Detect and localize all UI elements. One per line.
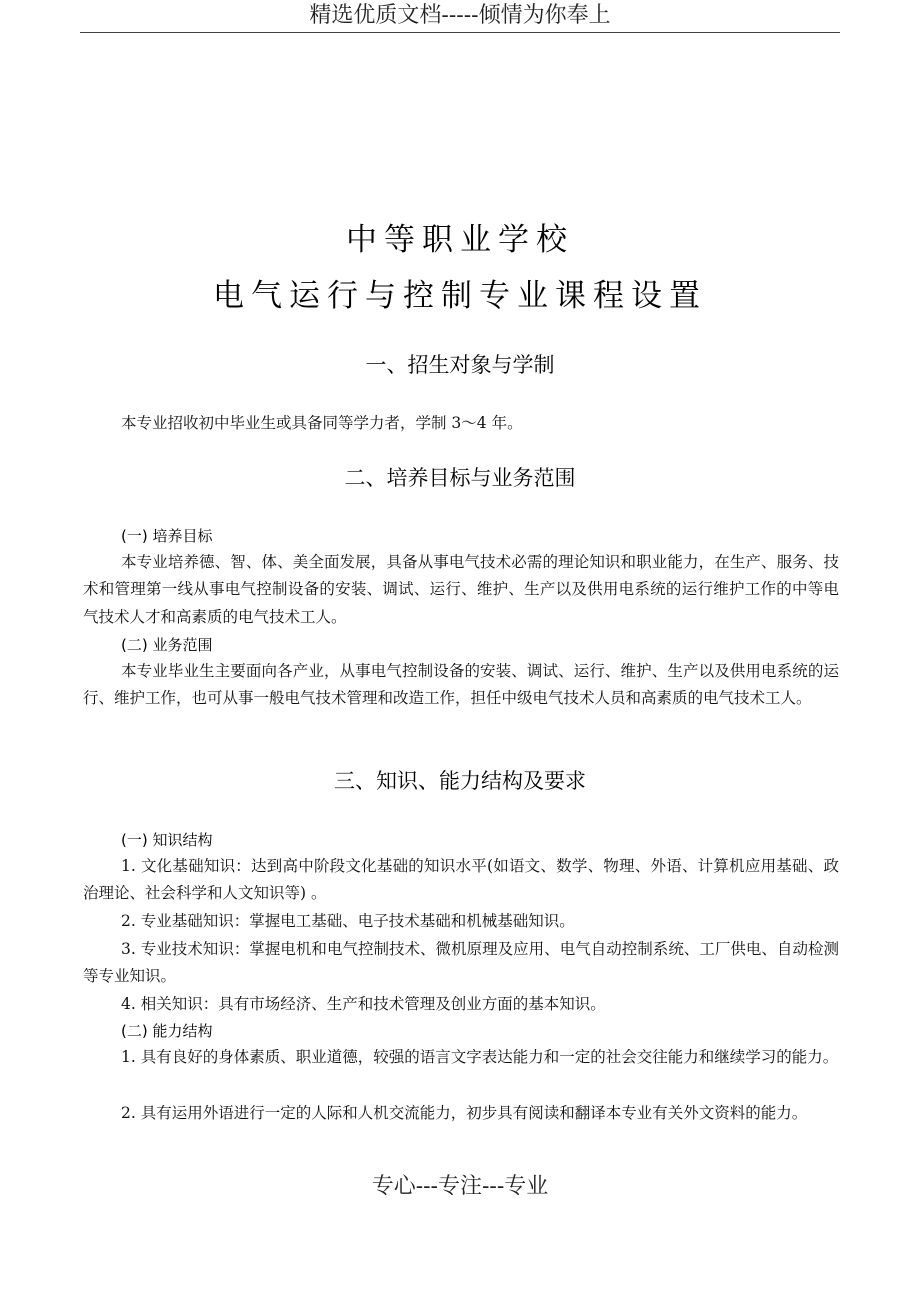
section-heading-1: 一、招生对象与学制	[365, 353, 555, 377]
section-heading-2: 二、培养目标与业务范围	[344, 466, 576, 490]
knowledge-item-3: 3. 专业技术知识：掌握电机和电气控制技术、微机原理及应用、电气自动控制系统、工厂供电、自动检测等专业知识。	[83, 940, 839, 986]
training-goal-paragraph: 本专业培养德、智、体、美全面发展，具备从事电气技术必需的理论知识和职业能力，在生产、服务、技术和管理第一线从事电气控制设备的安装、调试、运行、维护、生产以及供用电系统的运行维护工作的中等电气技术人才和高素质的电气技术工人。	[83, 553, 839, 626]
ability-item-2: 2. 具有运用外语进行一定的人际和人机交流能力，初步具有阅读和翻译本专业有关外文资料的能力。	[121, 1104, 808, 1122]
knowledge-item-2: 2. 专业基础知识：掌握电工基础、电子技术基础和机械基础知识。	[121, 912, 575, 930]
section-heading-3: 三、知识、能力结构及要求	[334, 769, 586, 793]
knowledge-item-1: 1. 文化基础知识：达到高中阶段文化基础的知识水平(如语文、数学、物理、外语、计算机应用基础、政治理论、社会科学和人文知识等) 。	[83, 857, 839, 903]
section1-paragraph: 本专业招收初中毕业生或具备同等学力者，学制 3～4 年。	[121, 414, 523, 432]
business-scope-paragraph: 本专业毕业生主要面向各产业，从事电气控制设备的安装、调试、运行、维护、生产以及供用电系统的运行、维护工作，也可从事一般电气技术管理和改造工作，担任中级电气技术人员和高素质的电气技术工人。	[83, 662, 839, 708]
subsection-heading-knowledge: (一) 知识结构	[121, 831, 213, 849]
subsection-heading-training-goal: (一) 培养目标	[121, 527, 213, 545]
header-divider	[80, 32, 840, 33]
subsection-heading-business-scope: (二) 业务范围	[121, 636, 213, 654]
ability-item-1: 1. 具有良好的身体素质、职业道德，较强的语言文字表达能力和一定的社会交往能力和继续学习的能力。	[121, 1048, 839, 1066]
document-title-line2: 电气运行与控制专业课程设置	[213, 278, 707, 314]
subsection-heading-ability: (二) 能力结构	[121, 1022, 213, 1040]
document-title-line1: 中等职业学校	[346, 222, 574, 258]
page-header: 精选优质文档-----倾情为你奉上	[309, 3, 611, 28]
knowledge-item-4: 4. 相关知识：具有市场经济、生产和技术管理及创业方面的基本知识。	[121, 995, 606, 1013]
page-footer: 专心---专注---专业	[371, 1174, 549, 1199]
